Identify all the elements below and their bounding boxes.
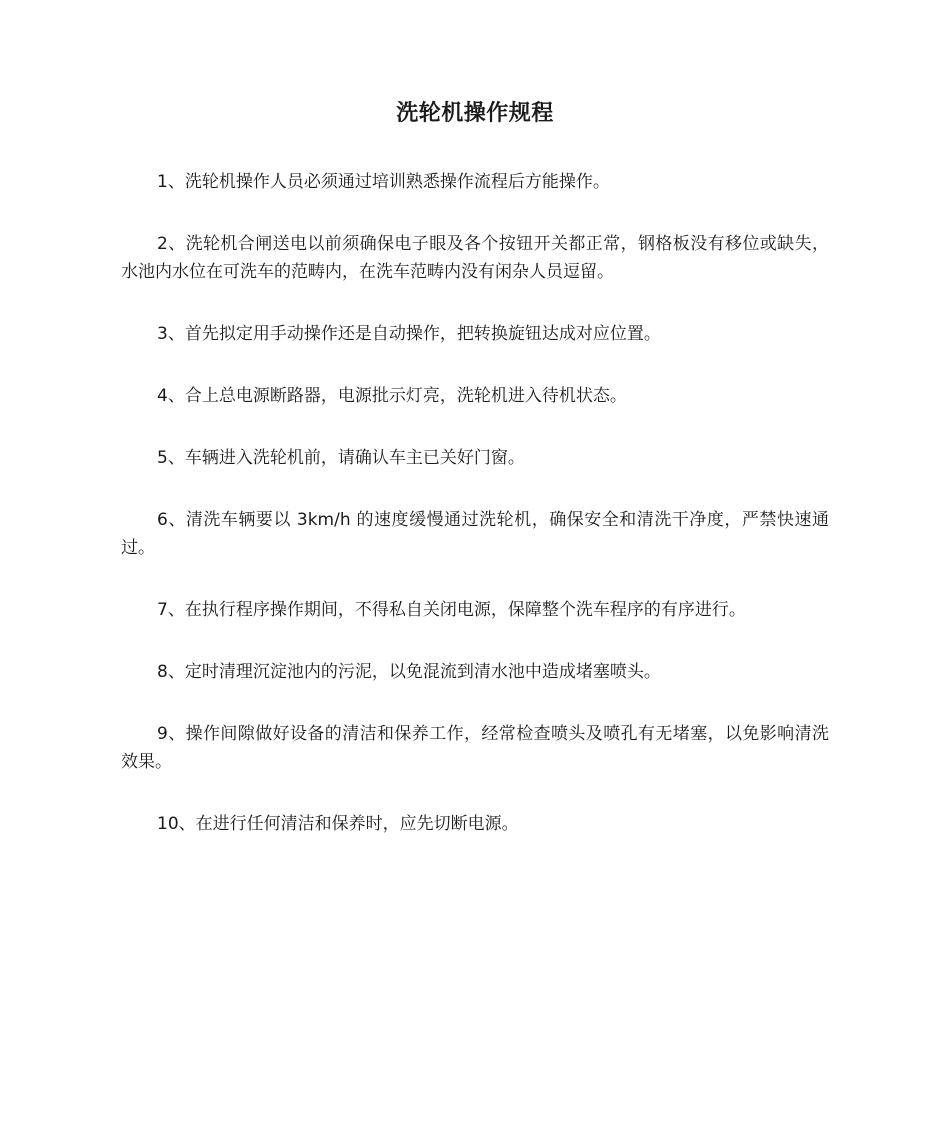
rule-item-8: 8、定时清理沉淀池内的污泥，以免混流到清水池中造成堵塞喷头。 [157, 662, 661, 682]
rule-item-7: 7、在执行程序操作期间，不得私自关闭电源，保障整个洗车程序的有序进行。 [157, 600, 746, 620]
rule-item-5: 5、车辆进入洗轮机前，请确认车主已关好门窗。 [157, 448, 525, 468]
rule-list [121, 168, 829, 872]
document-title: 洗轮机操作规程 [396, 101, 554, 126]
rule-item-6: 6、清洗车辆要以 3km/h 的速度缓慢通过洗轮机，确保安全和清洗干净度，严禁快速通过。 [121, 510, 829, 558]
rule-item-2: 2、洗轮机合闸送电以前须确保电子眼及各个按钮开关都正常，钢格板没有移位或缺失，水池内水位在可洗车的范畴内，在洗车范畴内没有闲杂人员逗留。 [121, 234, 829, 282]
rule-item-4: 4、合上总电源断路器，电源批示灯亮，洗轮机进入待机状态。 [157, 386, 627, 406]
rule-item-10: 10、在进行任何清洁和保养时，应先切断电源。 [157, 814, 519, 834]
rule-item-1: 1、洗轮机操作人员必须通过培训熟悉操作流程后方能操作。 [157, 172, 610, 192]
rule-item-9: 9、操作间隙做好设备的清洁和保养工作，经常检查喷头及喷孔有无堵塞，以免影响清洗效果。 [121, 724, 829, 772]
rule-item-3: 3、首先拟定用手动操作还是自动操作，把转换旋钮达成对应位置。 [157, 324, 661, 344]
